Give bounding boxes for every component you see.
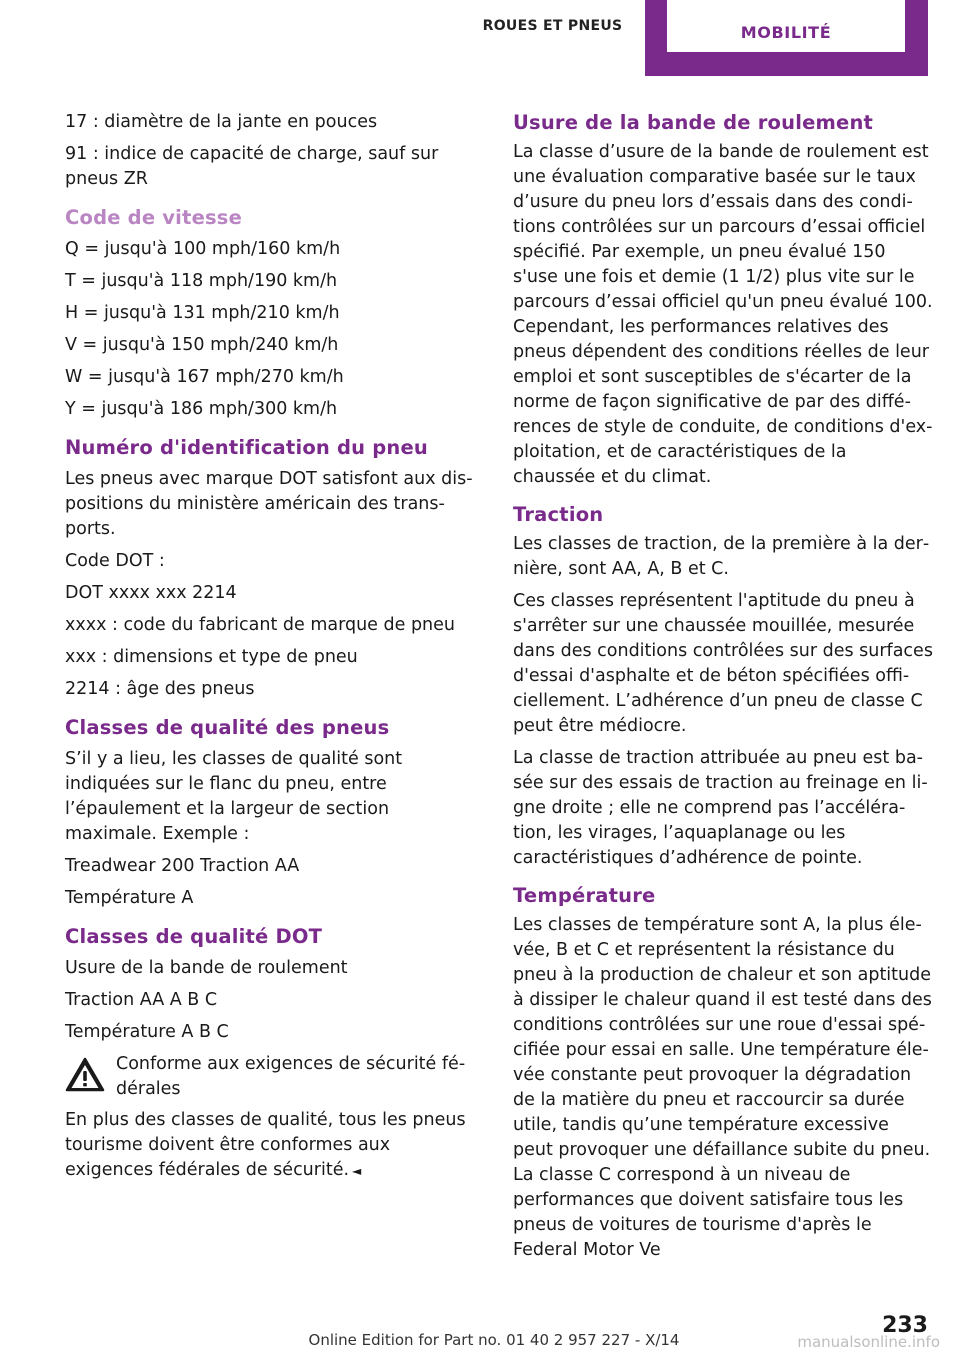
end-of-section-marker: ◄ <box>352 1164 362 1178</box>
quality-example-2: Température A <box>65 888 194 908</box>
tire-id-heading: Numéro d'identification du pneu <box>65 436 428 459</box>
dot-code-label: Code DOT : <box>65 551 165 571</box>
running-header-section: ROUES ET PNEUS <box>482 18 623 34</box>
dot-class-wear: Usure de la bande de roulement <box>65 958 348 978</box>
dot-class-temperature: Température A B C <box>65 1022 229 1042</box>
footer-edition: Online Edition for Part no. 01 40 2 957 227 - X/14 <box>308 1331 680 1349</box>
warning-note <box>65 1052 483 1102</box>
speed-code-h: H = jusqu'à 131 mph/210 km/h <box>65 303 340 323</box>
traction-text-3: La classe de traction attribuée au pneu est basée sur des essais de traction au freinage en ligne droite ; elle ne comprend pas l’accélération, les virages, l’aquaplanage ou les caractéristiques d’adhérence de pointe. <box>513 748 928 868</box>
dot-xxxx-line: xxxx : code du fabricant de marque de pneu <box>65 615 456 635</box>
page-number: 233 <box>882 1313 928 1338</box>
right-column <box>513 110 933 1270</box>
speed-code-v: V = jusqu'à 150 mph/240 km/h <box>65 335 339 355</box>
speed-code-q: Q = jusqu'à 100 mph/160 km/h <box>65 239 341 259</box>
dot-classes-heading: Classes de qualité DOT <box>65 925 323 948</box>
traction-text-2: Ces classes représentent l'aptitude du pneu à s'arrêter sur une chaussée mouillée, mesurée dans des conditions contrôlées sur des surfaces d'essai d'asphalte et de béton spécifiées officiellement. L’adhérence d’un pneu de classe C peut être médiocre. <box>513 591 933 736</box>
chapter-tab <box>645 0 928 76</box>
traction-heading: Traction <box>513 503 604 526</box>
federal-safety-body: En plus des classes de qualité, tous les pneus tourisme doivent être conformes aux exigences fédérales de sécurité. <box>65 1110 466 1180</box>
speed-code-w: W = jusqu'à 167 mph/270 km/h <box>65 367 344 387</box>
speed-code-y: Y = jusqu'à 186 mph/300 km/h <box>65 399 338 419</box>
quality-classes-heading: Classes de qualité des pneus <box>65 716 390 739</box>
dot-xxx-line: xxx : dimensions et type de pneu <box>65 647 358 667</box>
quality-classes-text: S’il y a lieu, les classes de qualité sont indiquées sur le flanc du pneu, entre l’épaulement et la largeur de section maximale. Exemple : <box>65 749 403 844</box>
temperature-text: Les classes de température sont A, la plus élevée, B et C et représentent la résistance du pneu à la production de chaleur et son aptitude à dissiper le chaleur quand il est testé dans des conditions contrôlées sur une roue d'essai spécifiée pour essai en salle. Une température élevée constante peut provoquer la dégradation de la matière du pneu et raccourcir sa durée utile, tandis qu’une température excessive peut provoquer une défaillance subite du pneu. La classe C correspond à un niveau de performances que doivent satisfaire tous les pneus de voitures de tourisme d'après le Federal Motor Ve <box>513 915 932 1260</box>
warning-triangle-icon <box>65 1057 105 1093</box>
federal-safety-text <box>65 1108 483 1184</box>
temperature-heading: Température <box>513 884 656 907</box>
tread-wear-heading: Usure de la bande de roulement <box>513 111 874 134</box>
dot-2214-line: 2214 : âge des pneus <box>65 679 255 699</box>
chapter-tab-label: MOBILITÉ <box>667 0 905 52</box>
quality-example-1: Treadwear 200 Traction AA <box>65 856 300 876</box>
load-index-line: 91 : indice de capacité de charge, sauf sur pneus ZR <box>65 144 439 189</box>
dot-class-traction: Traction AA A B C <box>65 990 218 1010</box>
rim-diameter-line: 17 : diamètre de la jante en pouces <box>65 112 378 132</box>
warning-text: Conforme aux exigences de sécurité fédérales <box>116 1054 466 1099</box>
watermark: manualsonline.info <box>797 1333 940 1351</box>
left-column <box>65 110 483 1191</box>
tread-wear-text: La classe d’usure de la bande de roulement est une évaluation comparative basée sur le taux d’usure du pneu lors d’essais dans des conditions contrôlées sur un parcours d’essai officiel spécifié. Par exemple, un pneu évalué 150 s'use une fois et demie (1 1/2) plus vite sur le parcours d’essai officiel qu'un pneu évalué 100. Cependant, les performances relatives des pneus dépendent des conditions réelles de leur emploi et sont susceptibles de s'écarter de la norme de façon significative de par des différences de style de conduite, de conditions d'exploitation, et de caractéristiques de la chaussée et du climat. <box>513 142 933 487</box>
traction-text-1: Les classes de traction, de la première à la dernière, sont AA, A, B et C. <box>513 534 930 579</box>
speed-code-t: T = jusqu'à 118 mph/190 km/h <box>65 271 338 291</box>
dot-code-value: DOT xxxx xxx 2214 <box>65 583 237 603</box>
speed-code-heading: Code de vitesse <box>65 206 243 229</box>
tire-id-text: Les pneus avec marque DOT satisfont aux dispositions du ministère américain des transports. <box>65 469 473 539</box>
